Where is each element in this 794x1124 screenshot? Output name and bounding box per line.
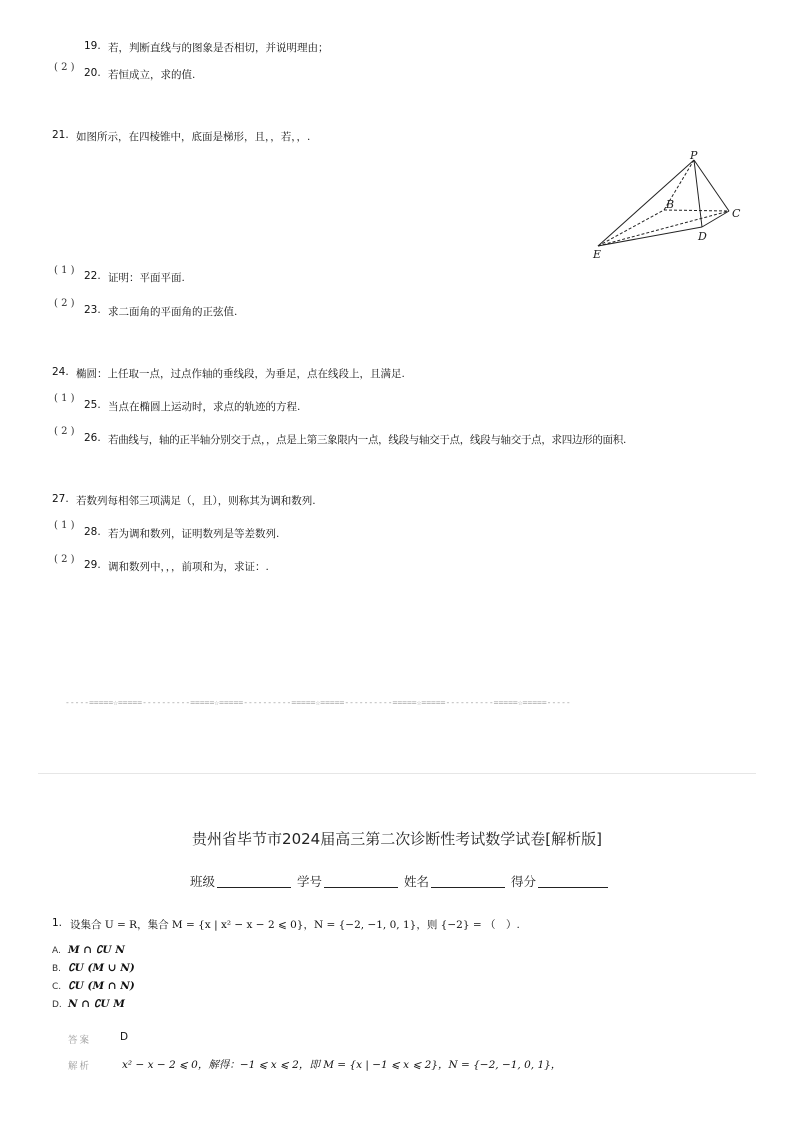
q27-num: 27.: [52, 493, 69, 505]
analysis-text: x² − x − 2 ⩽ 0，解得：−1 ⩽ x ⩽ 2，即 M = {x | −1 ⩽ x ⩽ 2}，N = {−2, −1, 0, 1}，: [122, 1059, 562, 1071]
pyramid-figure: [590, 148, 750, 263]
section-separator: -----=====☆=====----------=====☆=====----------=====☆=====----------=====☆=====----------=====☆=====-----: [65, 698, 571, 707]
analysis-label: 解析: [68, 1061, 92, 1072]
q23-subtag: ( 2 ): [54, 298, 75, 309]
label-b: B: [666, 198, 675, 211]
q1-option-b: B. ∁U (M ∪ N): [52, 962, 135, 974]
q23-num: 23.: [84, 304, 101, 316]
q20-num: 20.: [84, 67, 101, 79]
id-blank[interactable]: [324, 875, 398, 888]
q20-text: 若恒成立，求的值.: [108, 69, 196, 81]
q21-text: 如图所示，在四棱锥中，底面是梯形，且，，若，，.: [76, 131, 311, 143]
q22-subtag: ( 1 ): [54, 265, 75, 276]
q25-subtag: ( 1 ): [54, 393, 75, 404]
answer-value: D: [120, 1031, 129, 1043]
q24-text: 椭圆：上任取一点，过点作轴的垂线段，为垂足，点在线段上，且满足.: [76, 368, 405, 380]
page-divider: [38, 773, 756, 774]
q28-num: 28.: [84, 526, 101, 538]
q25-num: 25.: [84, 399, 101, 411]
q1-option-d: D. N ∩ ∁U M: [52, 998, 125, 1010]
label-c: C: [732, 207, 741, 220]
q19-text: 若，判断直线与的图象是否相切，并说明理由；: [108, 42, 329, 54]
q1-option-c: C. ∁U (M ∩ N): [52, 980, 135, 992]
class-blank[interactable]: [217, 875, 291, 888]
q22-num: 22.: [84, 270, 101, 282]
q24-num: 24.: [52, 366, 69, 378]
q27-text: 若数列每相邻三项满足（，且），则称其为调和数列.: [76, 495, 316, 507]
label-d: D: [698, 230, 707, 243]
q26-num: 26.: [84, 432, 101, 444]
q29-subtag: ( 2 ): [54, 554, 75, 565]
label-p: P: [690, 149, 698, 162]
q1-text: 设集合 U = R，集合 M = {x | x² − x − 2 ⩽ 0}，N = {−2, −1, 0, 1}，则 {−2} = （ ）.: [70, 919, 520, 931]
q1-option-a: A. M ∩ ∁U N: [52, 944, 125, 956]
answer-label: 答案: [68, 1035, 92, 1046]
label-e: E: [593, 248, 602, 261]
name-label: 姓名: [404, 874, 430, 889]
name-blank[interactable]: [431, 875, 505, 888]
class-label: 班级: [190, 874, 216, 889]
q25-text: 当点在椭圆上运动时，求点的轨迹的方程.: [108, 401, 301, 413]
score-label: 得分: [511, 874, 537, 889]
q19-num: 19.: [84, 40, 101, 52]
score-blank[interactable]: [538, 875, 608, 888]
q26-text: 若曲线与，轴的正半轴分别交于点，，点是上第三象限内一点，线段与轴交于点，线段与轴交于点，求四边形的面积.: [108, 434, 626, 446]
q28-subtag: ( 1 ): [54, 520, 75, 531]
q22-text: 证明：平面平面.: [108, 272, 185, 284]
page-title: 贵州省毕节市2024届高三第二次诊断性考试数学试卷[解析版]: [192, 830, 602, 848]
q29-num: 29.: [84, 559, 101, 571]
q1-num: 1.: [52, 917, 63, 929]
q28-text: 若为调和数列，证明数列是等差数列.: [108, 528, 280, 540]
q21-num: 21.: [52, 129, 69, 141]
q26-subtag: ( 2 ): [54, 426, 75, 437]
student-info-row: [190, 872, 610, 890]
q29-text: 调和数列中，，，前项和为，求证：.: [108, 561, 269, 573]
q23-text: 求二面角的平面角的正弦值.: [108, 306, 238, 318]
id-label: 学号: [297, 874, 323, 889]
q20-subtag: ( 2 ): [54, 62, 75, 73]
